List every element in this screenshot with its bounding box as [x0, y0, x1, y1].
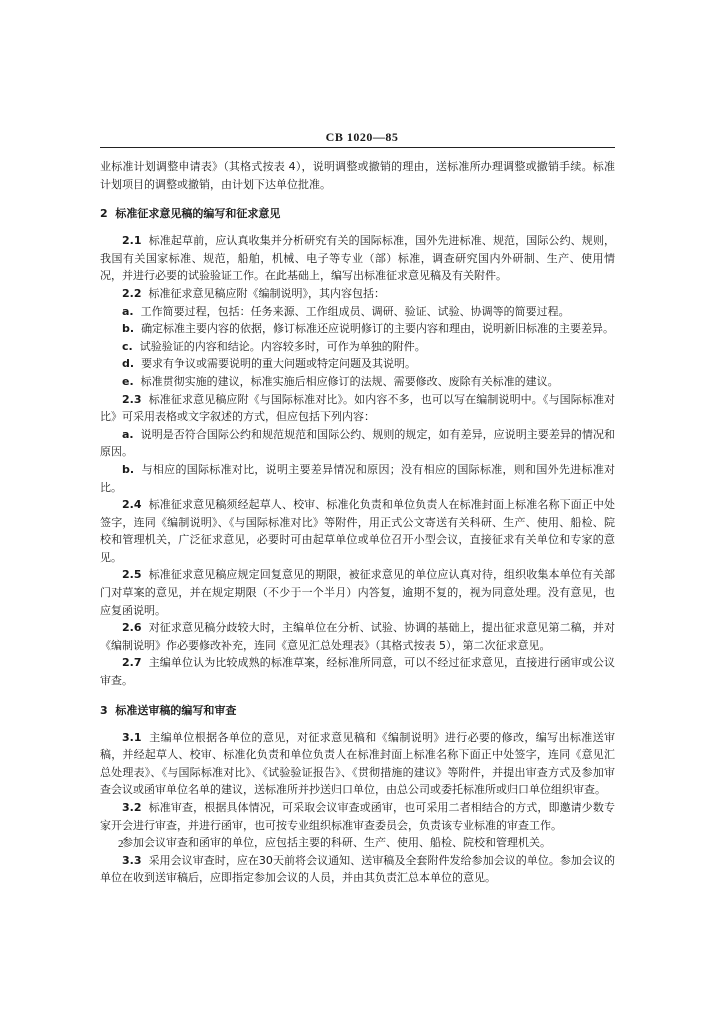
clause-number: a. — [122, 304, 134, 318]
document-body — [100, 158, 615, 887]
clause-paragraph — [100, 729, 615, 799]
clause-text: 说明是否符合国际公约和规范规范和国际公约、规则的规定，如有差异，应说明主要差异的情况和原因。 — [100, 427, 615, 459]
clause-number: e. — [122, 374, 134, 388]
clause-number: 3.3 — [122, 853, 142, 867]
clause-paragraph — [100, 834, 615, 852]
clause-paragraph — [100, 619, 615, 654]
clause-number: 3.2 — [122, 801, 142, 814]
clause-number: a. — [122, 427, 134, 441]
section-title: 标准送审稿的编写和审查 — [115, 703, 237, 717]
clause-text: 标准征求意见稿应附《编制说明》，其内容包括： — [148, 286, 385, 300]
clause-number: 2.6 — [122, 621, 142, 635]
clause-text: 要求有争议或需要说明的重大问题或特定问题及其说明。 — [141, 357, 417, 371]
clause-text: 主编单位认为比较成熟的标准草案，经标准所同意，可以不经过征求意见，直接进行函审或公议审查。 — [100, 656, 615, 688]
section-title: 标准征求意见稿的编写和征求意见 — [115, 207, 281, 221]
clause-paragraph — [100, 426, 615, 461]
clause-number: b. — [122, 322, 135, 336]
clause-text: 业标准计划调整申请表》（其格式按表 4），说明调整或撤销的理由，送标准所办理调整或撤销手续。标准计划项目的调整或撤销，由计划下达单位批准。 — [100, 160, 615, 191]
section-heading — [100, 205, 615, 222]
clause-number: 2.7 — [122, 656, 142, 670]
clause-paragraph — [100, 320, 615, 338]
clause-number: c. — [122, 339, 133, 353]
clause-text: 采用会议审查时，应在30天前将会议通知、送审稿及全套附件发给参加会议的单位。参加会议的单位在收到送审稿后，应即指定参加会议的人员，并由其负责汇总本单位的意见。 — [100, 853, 616, 885]
clause-number: 2.3 — [122, 392, 142, 406]
clause-text: 试验验证的内容和结论。内容较多时，可作为单独的附件。 — [139, 339, 426, 353]
section-number: 2 — [100, 207, 108, 221]
clause-number: d. — [122, 357, 135, 371]
clause-number: b. — [122, 462, 135, 476]
clause-text: 标准起草前，应认真收集并分析研究有关的国际标准，国外先进标准、规范，国际公约、规则，我国有关国家标准、规范，船舶，机械、电子等专业（部）标准，调查研究国内外研制、生产、使用情况，并进行必要的试验验证工作。在此基础上，编写出标准征求意见稿及有关附件。 — [100, 234, 615, 283]
clause-text: 对征求意见稿分歧较大时，主编单位在分析、试验、协调的基础上，提出征求意见第二稿，并对《编制说明》作必要修改补充，连同《意见汇总处理表》（其格式按表 5），第二次征求意见。 — [100, 621, 615, 652]
clause-paragraph — [100, 496, 615, 566]
clause-text: 工作简要过程，包括：任务来源、工作组成员、调研、验证、试验、协调等的简要过程。 — [140, 304, 570, 318]
clause-paragraph — [100, 373, 615, 391]
clause-paragraph — [100, 303, 615, 321]
clause-number: 3.1 — [122, 730, 142, 744]
clause-paragraph — [100, 232, 615, 285]
header-rule — [100, 147, 615, 148]
continuation-paragraph — [100, 158, 615, 193]
section-number: 3 — [100, 703, 108, 717]
standard-code-header: CB 1020—85 — [325, 130, 399, 144]
clause-text: 标准征求意见稿应附《与国际标准对比》。如内容不多，也可以写在编制说明中。《与国际标准对比》可采用表格或文字叙述的方式，但应包括下列内容： — [100, 392, 615, 424]
clause-paragraph — [100, 461, 615, 496]
clause-paragraph — [100, 654, 615, 689]
clause-number: 2.2 — [122, 286, 142, 300]
clause-text: 确定标准主要内容的依据，修订标准还应说明修订的主要内容和理由，说明新旧标准的主要差异。 — [141, 322, 615, 336]
clause-paragraph — [100, 852, 615, 887]
clause-number: 2.5 — [122, 568, 142, 582]
clause-number: 2.1 — [122, 234, 142, 248]
clause-text: 参加会议审查和函审的单位，应包括主要的科研、生产、使用、船检、院校和管理机关。 — [122, 836, 551, 850]
clause-text: 标准征求意见稿应规定回复意见的期限，被征求意见的单位应认真对待，组织收集本单位有关部门对草案的意见，并在规定期限（不少于一个半月）内答复，逾期不复的，视为同意处理。没有意见，也应复函说明。 — [100, 568, 615, 617]
clause-number: 2.4 — [122, 498, 142, 512]
clause-paragraph — [100, 391, 615, 426]
clause-paragraph — [100, 338, 615, 356]
clause-text: 标准征求意见稿须经起草人、校审、标准化负责和单位负责人在标准封面上标准名称下面正中处签字，连同《编制说明》、《与国际标准对比》等附件，用正式公文寄送有关科研、生产、使用、船检、院校和管理机关，广泛征求意见，必要时可由起草单位或单位召开小型会议，直接征求有关单位和专家的意见。 — [100, 498, 615, 564]
clause-paragraph — [100, 285, 615, 303]
page-number: 2 — [118, 838, 124, 850]
clause-paragraph — [100, 355, 615, 373]
clause-text: 标准贯彻实施的建议，标准实施后相应修订的法规、需要修改、废除有关标准的建议。 — [140, 374, 559, 388]
clause-paragraph — [100, 566, 615, 619]
clause-text: 标准审查，根据具体情况，可采取会议审查或函审，也可采用二者相结合的方式，即邀请少数专家开会进行审查，并进行函审，也可按专业组织标准审查委员会，负责该专业标准的审查工作。 — [100, 801, 615, 832]
clause-text: 主编单位根据各单位的意见，对征求意见稿和《编制说明》进行必要的修改，编写出标准送审稿，并经起草人、校审、标准化负责和单位负责人在标准封面上标准名称下面正中处签字，连同《意见汇总处理表》、《与国际标准对比》、《试验验证报告》、《贯彻措施的建议》等附件，并提出审查方式及参加审查会议或函审单位名单的建议，送标准所并抄送归口单位，由总公司或委托标准所或归口单位组织审查。 — [100, 730, 615, 797]
section-heading — [100, 702, 615, 719]
clause-text: 与相应的国际标准对比，说明主要差异情况和原因；没有相应的国际标准，则和国外先进标准对比。 — [100, 462, 616, 494]
clause-paragraph — [100, 799, 615, 834]
